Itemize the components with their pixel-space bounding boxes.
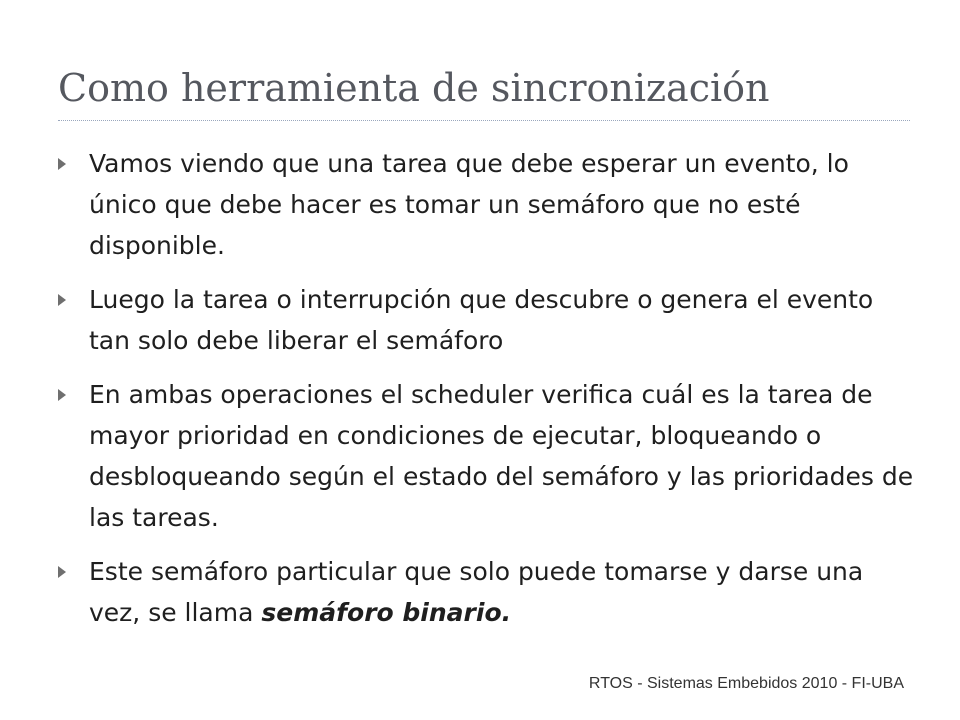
triangle-bullet-icon	[58, 294, 66, 306]
bullet-text: En ambas operaciones el scheduler verifica cuál es la tarea de mayor prioridad en condiciones de ejecutar, bloqueando o desbloqueando según el estado del semáforo y las prioridades de las tareas.	[89, 380, 914, 532]
bullet-text-plain: Este semáforo particular que solo puede tomarse y darse una vez, se llama	[89, 557, 864, 627]
bullet-text: Vamos viendo que una tarea que debe esperar un evento, lo único que debe hacer es tomar un semáforo que no esté disponible.	[89, 149, 849, 260]
bullet-text	[89, 557, 863, 627]
triangle-bullet-icon	[58, 158, 66, 170]
bullet-item	[55, 279, 915, 361]
emphasized-term: semáforo binario.	[261, 598, 512, 627]
bullet-item	[55, 143, 915, 266]
title-divider	[58, 120, 910, 121]
triangle-bullet-icon	[58, 566, 66, 578]
bullet-text: Luego la tarea o interrupción que descubre o genera el evento tan solo debe liberar el semáforo	[89, 285, 874, 355]
slide-footer: RTOS - Sistemas Embebidos 2010 - FI-UBA	[588, 675, 904, 692]
triangle-bullet-icon	[58, 389, 66, 401]
bullet-list	[55, 143, 915, 646]
bullet-item	[55, 551, 915, 633]
slide-title: Como herramienta de sincronización	[58, 66, 770, 110]
bullet-item	[55, 374, 915, 538]
